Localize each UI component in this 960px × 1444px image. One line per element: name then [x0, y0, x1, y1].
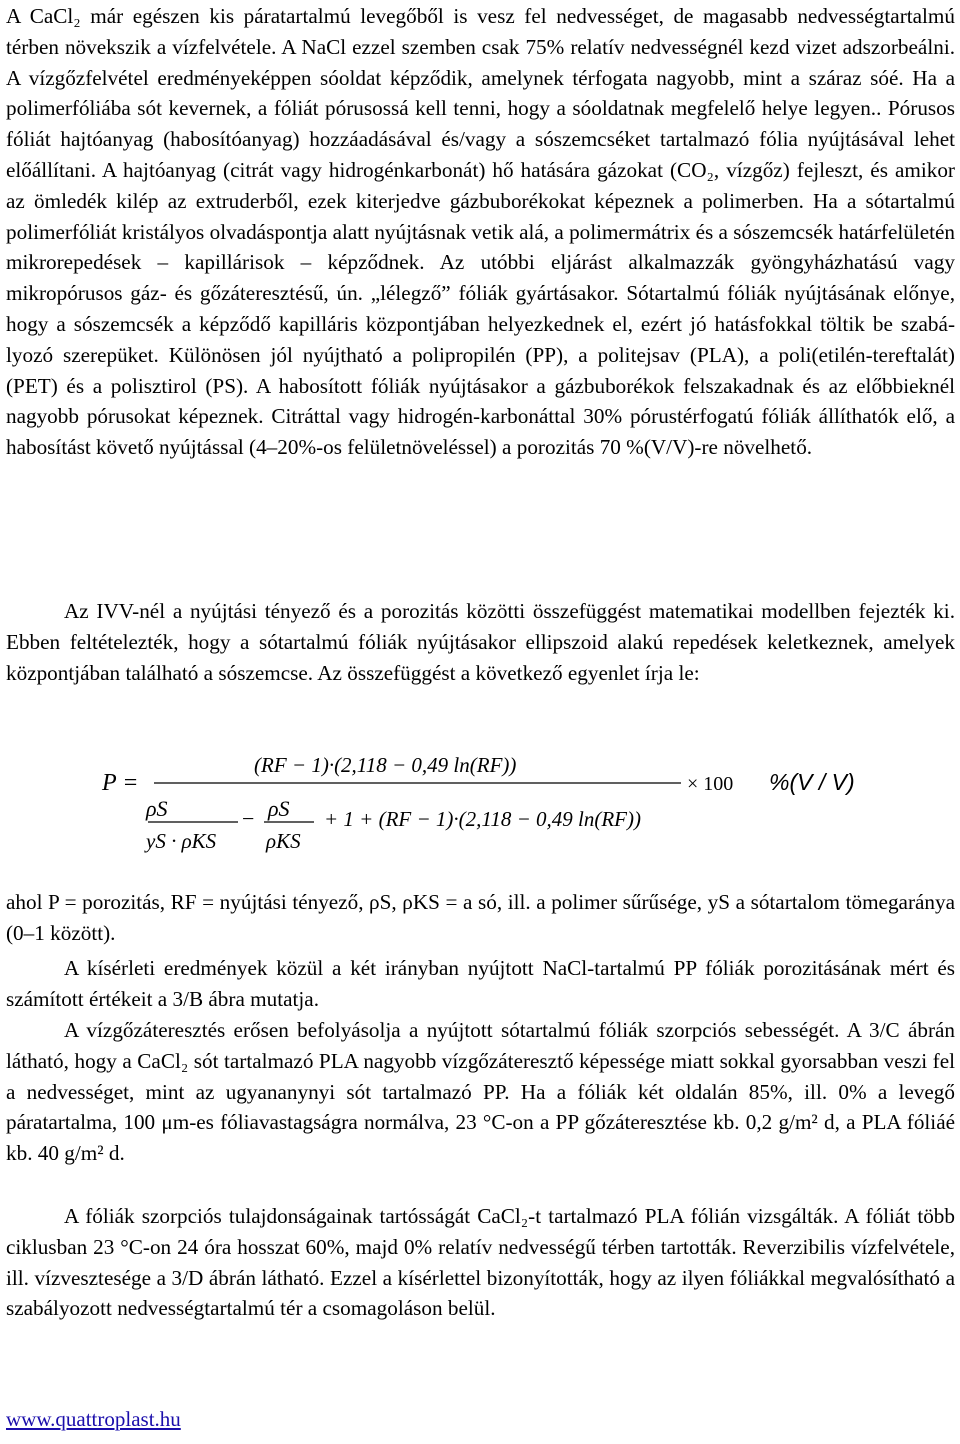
footer-website-link[interactable]: www.quattroplast.hu: [6, 1407, 181, 1431]
equation-rho-s-2: ρS: [268, 796, 290, 821]
paragraph-3: ahol P = porozitás, RF = nyújtási tényező, ρS, ρKS = a só, ill. a polimer sűrűsége, yS a sótartalom tömegaránya (0–1 között).: [6, 890, 955, 945]
equation-minus: −: [242, 806, 255, 831]
equation-rho-s: ρS: [146, 796, 168, 821]
equation-ys-rho-ks: yS · ρKS: [146, 829, 217, 853]
equation-rho-ks: ρKS: [266, 829, 301, 853]
porosity-equation: [6, 736, 955, 866]
equation-denominator-tail: + 1 + (RF − 1)·(2,118 − 0,49 ln(RF)): [324, 807, 641, 831]
paragraph-1: A CaCl₂ már egészen kis páratartalmú levegőből is vesz fel nedvességet, de magasabb nedvességtartalmú térben növekszik a vízfelvétele. A NaCl ezzel szemben csak 75% relatív nedvességnél kezd vizet adszorbeálni. A vízgőzfelvétel eredményeképpen sóoldat képződik, amelynek térfogata nagyobb, mint a száraz sóé. Ha a polimerfóliába sót kevernek, a fóliát pórusossá kell tenni, hogy a sóoldatnak megfelelő helye legyen.. Pórusos fóliát hajtóanyag (habosítóanyag) hozzáadásával és/vagy a sószemcséket tartalmazó fólia nyújtásával lehet előállítani. A hajtóanyag (citrát vagy hidrogénkarbonát) hő hatására gázokat (CO₂, vízgőz) fejleszt, és amikor az ömledék kilép az extruderből, ezek kiterjedve gázbuborékokat képeznek a polimerben. Ha a sótartalmú polimerfóliát kristályos olvadáspontja alatt nyújtásnak vetik alá, a polimermátrix és a sószemcsék határfelületén mikrorepedések – kapillárisok – képződnek. Az utóbbi eljárást alkalmazzák gyöngyházhatású vagy mikropórusos gáz- és gőzáteresztésű, ún. „lélegző” fóliák gyártásakor. Sótartalmú fóliák nyújtásának előnye, hogy a sószemcsék a képződő kapilláris központjában helyezkednek el, ezért jó hatásfokkal töltik be szabályozó szerepüket. Különösen jól nyújtható a polipropilén (PP), a politejsav (PLA), a poli(etilén-tereftalát) (PET) és a polisztirol (PS). A habosított fóliák nyújtásakor a gázbuborékok felszakadnak és az előbbieknél nagyobb pórusokat képeznek. Citráttal vagy hidrogén-karbonáttal 30% pórustérfogatú fóliák állíthatók elő, a habosítást követő nyújtással (4–20%-os felületnöveléssel) a porozitás 70 %(V/V)-re növelhető.: [6, 4, 956, 460]
paragraph-4: A kísérleti eredmények közül a két irányban nyújtott NaCl-tartalmú PP fóliák porozitásának mért és számított értékeit a 3/B ábra mutatja.: [6, 956, 955, 1011]
paragraph-6: A fóliák szorpciós tulajdonságainak tartósságát CaCl₂-t tartalmazó PLA fólián vizsgálták. A fóliát több ciklusban 23 °C-on 24 óra hosszat 60%, majd 0% relatív nedvességű térben tartották. Reverzibilis vízfelvétele, ill. vízvesztesége a 3/D ábrán látható. Ezzel a kísérlettel bizonyították, hogy az ilyen fóliákkal megvalósítható a szabályozott nedvességtartalmú tér a csomagoláson belül.: [6, 1204, 955, 1321]
equation-numerator: (RF − 1)·(2,118 − 0,49 ln(RF)): [254, 753, 517, 777]
equation-times: × 100: [687, 773, 734, 795]
paragraph-5: A vízgőzáteresztés erősen befolyásolja a nyújtott sótartalmú fóliák szorpciós sebességét. A 3/C ábrán látható, hogy a CaCl₂ sót tartalmazó PLA nagyobb vízgőzáteresztő képessége miatt sokkal gyorsabban veszi fel a nedvességet, mint az ugyananynyi sót tartalmazó PP. Ha a fóliák két oldalán 85%, ill. 0% a levegő páratartalma, 100 μm-es fóliavastagságra normálva, 23 °C-on a PP gőzáteresztése kb. 0,2 g/m² d, a PLA fóliáé kb. 40 g/m² d.: [6, 1018, 955, 1166]
equation-lhs: P =: [102, 770, 139, 796]
equation-unit: %(V / V): [769, 769, 855, 795]
paragraph-2: Az IVV-nél a nyújtási tényező és a porozitás közötti összefüggést matematikai modellben fejezték ki. Ebben feltételezték, hogy a sótartalmú fóliák nyújtásakor ellipszoid alakú repedések keletkeznek, amelyek központjában található a sószemcse. Az összefüggést a következő egyenlet írja le:: [6, 599, 955, 685]
